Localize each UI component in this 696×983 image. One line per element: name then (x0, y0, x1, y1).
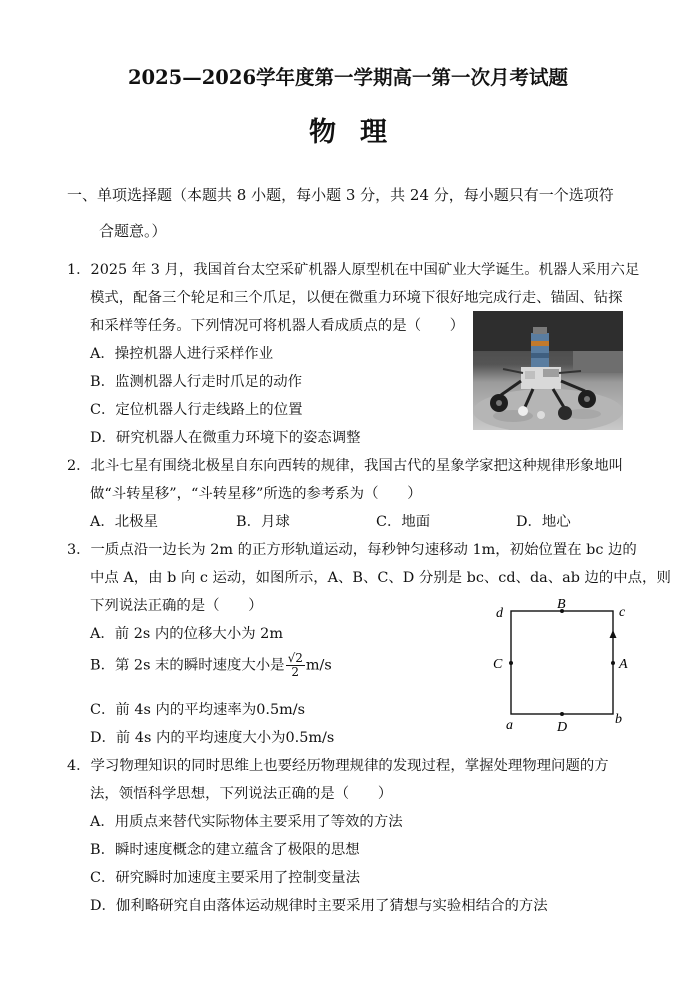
point-a-right (611, 661, 615, 665)
fraction-denominator: 2 (291, 665, 300, 679)
q2-line1: 2．北斗七星有围绕北极星自东向西转的规律，我国古代的星象学家把这种规律形象地叫 (67, 458, 624, 474)
q2-option-b: B．月球 (236, 514, 290, 530)
label-b: b (615, 712, 622, 727)
q3-line3: 下列说法正确的是（ ） (90, 598, 263, 614)
direction-arrow-icon (610, 630, 617, 638)
q1-line3: 和采样等任务。下列情况可将机器人看成质点的是（ ） (90, 318, 465, 334)
robot-photo (473, 311, 623, 430)
q3-option-b-prefix: B．第 2s 末的瞬时速度大小是 (90, 657, 285, 674)
q3-line1: 3．一质点沿一边长为 2m 的正方形轨道运动，每秒钟匀速移动 1m，初始位置在 bc 边的 (67, 542, 637, 558)
label-d: d (496, 606, 503, 621)
point-c-left (509, 661, 513, 665)
q2-line2: 做“斗转星移”，“斗转星移”所选的参考系为（ ） (90, 486, 422, 502)
q4-line1: 4．学习物理知识的同时思维上也要经历物理规律的发现过程，掌握处理物理问题的方 (67, 758, 609, 774)
section-heading-line2: 合题意。） (99, 222, 167, 240)
q3-option-b (90, 652, 332, 679)
point-d-lower (560, 712, 564, 716)
q4-option-d: D．伽利略研究自由落体运动规律时主要采用了猜想与实验相结合的方法 (90, 898, 548, 914)
q1-option-b: B．监测机器人行走时爪足的动作 (90, 374, 303, 390)
q1-option-a: A．操控机器人进行采样作业 (90, 346, 274, 362)
q3-option-d: D．前 4s 内的平均速度大小为0.5m/s (90, 730, 335, 746)
label-D: D (557, 720, 568, 735)
label-c: c (619, 605, 626, 620)
q2-option-c: C．地面 (376, 514, 431, 530)
q4-option-c: C．研究瞬时加速度主要采用了控制变量法 (90, 870, 361, 886)
square-track-figure (488, 596, 638, 736)
q1-option-d: D．研究机器人在微重力环境下的姿态调整 (90, 430, 361, 446)
label-B: B (557, 597, 566, 612)
q3-option-b-unit: m/s (305, 657, 332, 674)
q3-line2: 中点 A，由 b 向 c 运动，如图所示，A、B、C、D 分别是 bc、cd、da、ab 边的中点，则 (90, 570, 671, 586)
fraction-numerator: √2 (287, 651, 303, 665)
label-a: a (506, 718, 513, 733)
q1-option-c: C．定位机器人行走线路上的位置 (90, 402, 303, 418)
label-C: C (493, 657, 503, 672)
label-A: A (619, 657, 628, 672)
square-track (511, 611, 613, 714)
q4-option-a: A．用质点来替代实际物体主要采用了等效的方法 (90, 814, 403, 830)
q1-line1: 1．2025 年 3 月，我国首台太空采矿机器人原型机在中国矿业大学诞生。机器人采用六足 (67, 262, 640, 278)
q2-option-a: A．北极星 (90, 514, 158, 530)
subject-title: 物理 (309, 117, 411, 148)
sqrt2-over-2-fraction (286, 652, 305, 679)
q2-option-d: D．地心 (516, 514, 571, 530)
exam-title: 2025—2026学年度第一学期高一第一次月考试题 (127, 66, 569, 89)
q3-option-c: C．前 4s 内的平均速率为0.5m/s (90, 702, 305, 718)
q4-option-b: B．瞬时速度概念的建立蕴含了极限的思想 (90, 842, 360, 858)
q1-line2: 模式，配备三个轮足和三个爪足，以便在微重力环境下很好地完成行走、锚固、钻探 (90, 290, 623, 306)
q3-option-a: A．前 2s 内的位移大小为 2m (90, 626, 283, 642)
section-heading-line1: 一、单项选择题（本题共 8 小题，每小题 3 分，共 24 分，每小题只有一个选项符 (67, 186, 614, 204)
q4-line2: 法，领悟科学思想，下列说法正确的是（ ） (90, 786, 393, 802)
